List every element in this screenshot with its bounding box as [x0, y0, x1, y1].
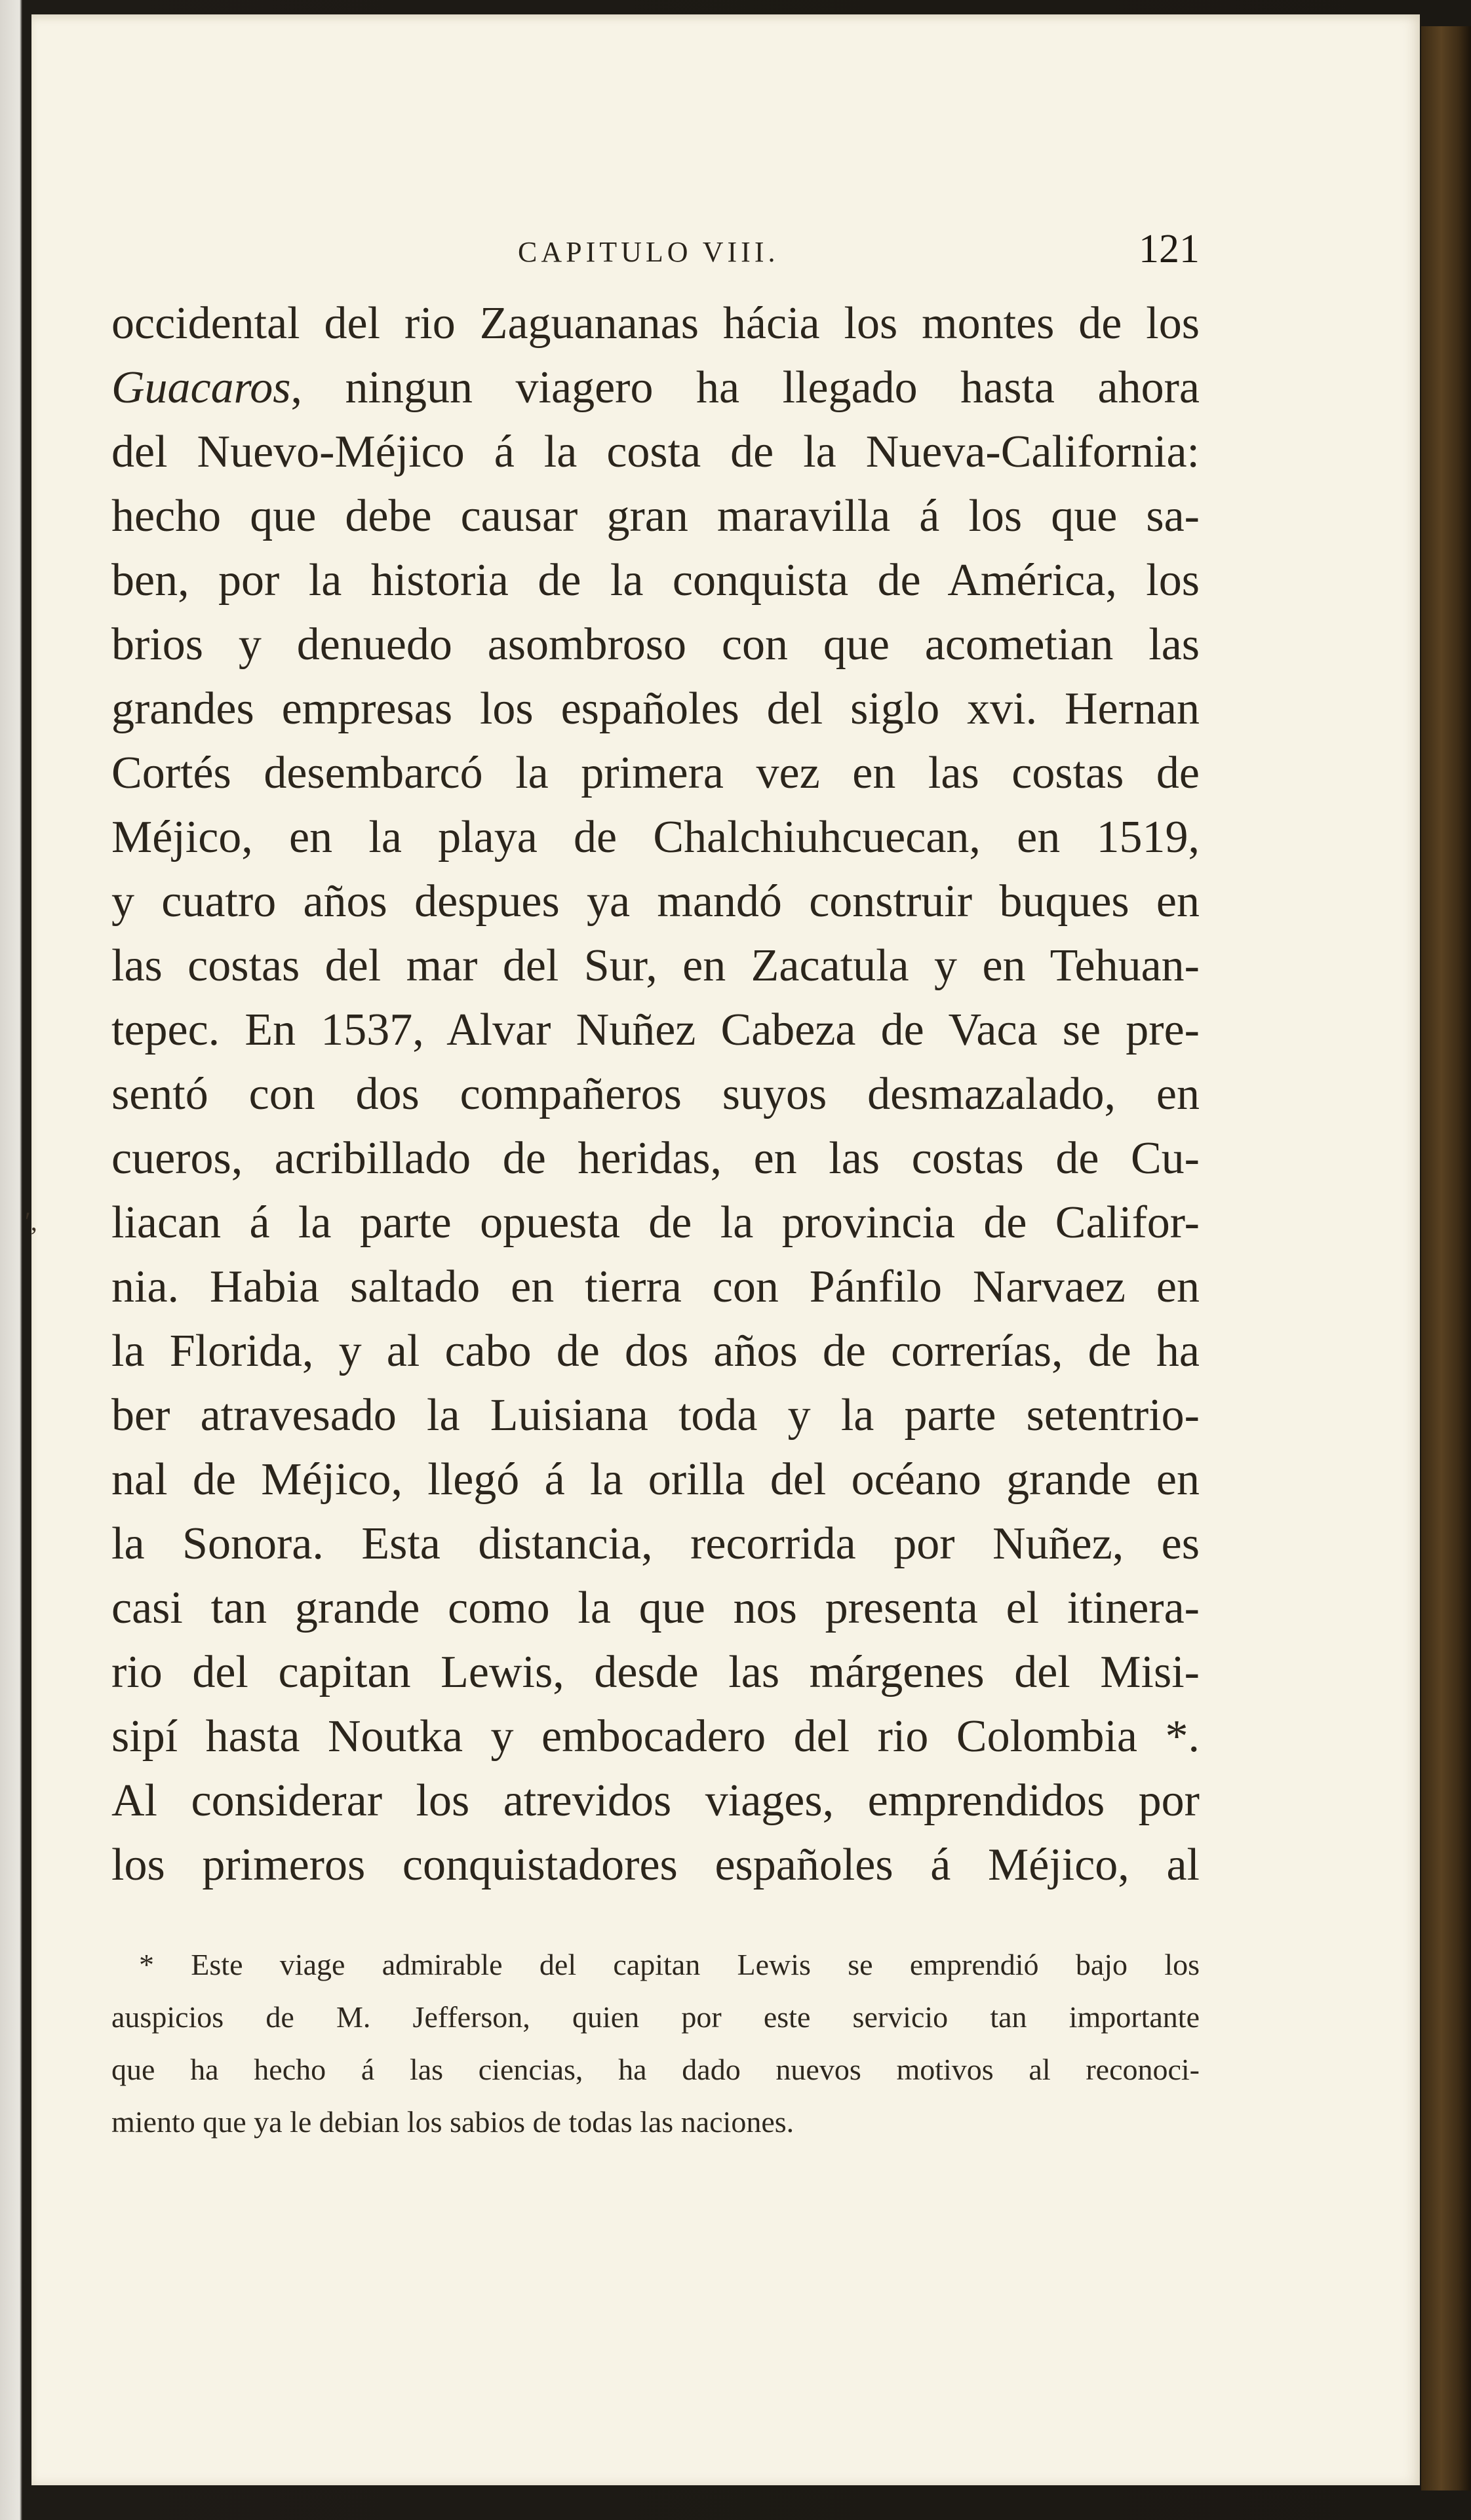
- text-line: casi tan grande como la que nos presenta el itinera-: [111, 1583, 1200, 1633]
- text-line: tepec. En 1537, Alvar Nuñez Cabeza de Vaca se pre-: [111, 1005, 1200, 1055]
- footnote-line: miento que ya le debian los sabios de todas las naciones.: [111, 2105, 794, 2139]
- text-line: Al considerar los atrevidos viages, emprendidos por: [111, 1775, 1200, 1826]
- running-head: CAPITULO VIII.: [518, 236, 779, 268]
- footnote: [111, 1939, 1200, 2148]
- text-line: sipí hasta Noutka y embocadero del rio Colombia *.: [111, 1711, 1200, 1762]
- text-line: las costas del mar del Sur, en Zacatula y en Tehuan-: [111, 940, 1200, 991]
- text-line: la Sonora. Esta distancia, recorrida por Nuñez, es: [111, 1519, 1200, 1569]
- italic-word: Guacaros: [111, 362, 291, 413]
- footnote-line: * Este viage admirable del capitan Lewis se emprendió bajo los: [139, 1948, 1200, 1981]
- margin-mark: ʹ,: [25, 1207, 37, 1236]
- book-cover-edge: [1421, 26, 1471, 2491]
- text-line: la Florida, y al cabo de dos años de correrías, de ha: [111, 1326, 1200, 1376]
- text-line: cueros, acribillado de heridas, en las costas de Cu-: [111, 1133, 1200, 1184]
- text-line: [111, 356, 1200, 420]
- text-line: y cuatro años despues ya mandó construir buques en: [111, 876, 1200, 927]
- text-line: los primeros conquistadores españoles á Méjico, al: [111, 1840, 1200, 1890]
- body-text: [111, 292, 1200, 1897]
- text-line: rio del capitan Lewis, desde las márgenes del Misi-: [111, 1647, 1200, 1697]
- text-line: brios y denuedo asombroso con que acometian las: [111, 619, 1200, 670]
- text-line: liacan á la parte opuesta de la provincia de Califor-: [111, 1197, 1200, 1248]
- text-line: del Nuevo-Méjico á la costa de la Nueva-California:: [111, 427, 1200, 477]
- text-line-rest: , ningun viagero ha llegado hasta ahora: [290, 362, 1200, 413]
- text-line: hecho que debe causar gran maravilla á los que sa-: [111, 491, 1200, 541]
- text-line: Méjico, en la playa de Chalchiuhcuecan, en 1519,: [111, 812, 1200, 863]
- page-header: [111, 226, 1200, 279]
- text-line: ber atravesado la Luisiana toda y la parte setentrio-: [111, 1390, 1200, 1441]
- text-line: grandes empresas los españoles del siglo xvi. Hernan: [111, 684, 1200, 734]
- text-line: nal de Méjico, llegó á la orilla del océano grande en: [111, 1454, 1200, 1505]
- footnote-line: que ha hecho á las ciencias, ha dado nuevos motivos al reconoci-: [111, 2053, 1200, 2086]
- page-number: 121: [1139, 227, 1200, 271]
- text-line: Cortés desembarcó la primera vez en las costas de: [111, 748, 1200, 798]
- text-line: nia. Habia saltado en tierra con Pánfilo Narvaez en: [111, 1262, 1200, 1312]
- footnote-line: auspicios de M. Jefferson, quien por este servicio tan importante: [111, 2000, 1200, 2034]
- text-line: sentó con dos compañeros suyos desmazalado, en: [111, 1069, 1200, 1119]
- text-line: ben, por la historia de la conquista de América, los: [111, 555, 1200, 606]
- text-line: occidental del rio Zaguananas hácia los montes de los: [111, 298, 1200, 349]
